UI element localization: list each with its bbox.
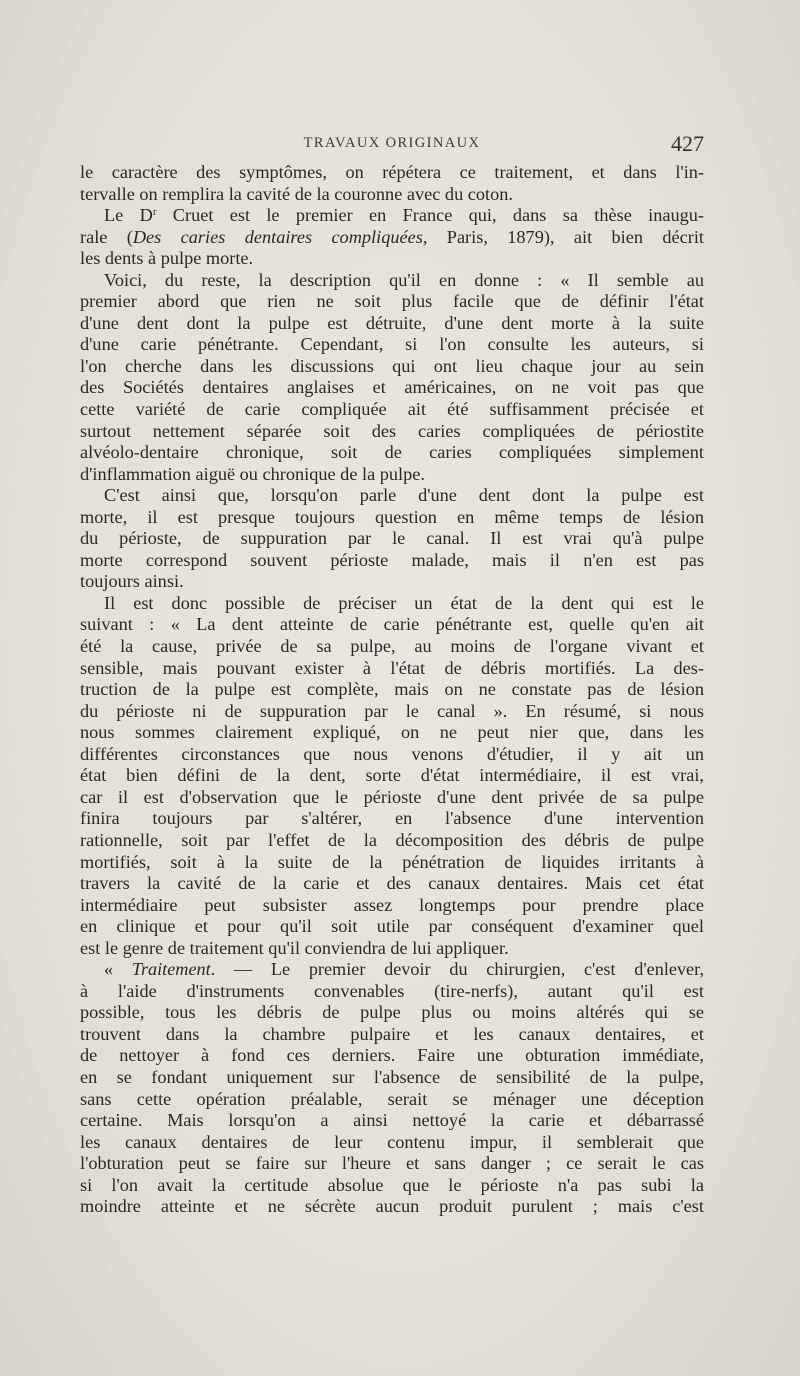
paragraph-5 [80,593,704,959]
text-line: C'est ainsi que, lorsqu'on parle d'une dent dont la pulpe est [104,485,704,506]
cited-title: Des caries dentaires compliquées [132,226,423,247]
text-line: cette variété de carie compliquée ait été suffisamment précisée et [80,399,704,420]
text-line: de nettoyer à fond ces derniers. Faire une obturation immédiate, [80,1045,704,1066]
text-line: morte, il est presque toujours question en même temps de lésion [80,506,704,527]
text-line: nous sommes clairement expliqué, on ne peut nier que, dans les [80,722,704,743]
text-line: d'une carie pénétrante. Cependant, si l'on consulte les auteurs, si [80,334,704,355]
text-line: Voici, du reste, la description qu'il en donne : « Il semble au [104,269,704,290]
text-line: « Traitement. — Le premier devoir du chirurgien, c'est d'enlever, [104,959,704,980]
text-line: les canaux dentaires de leur contenu impur, il semblerait que [80,1131,704,1152]
text-line: tervalle on remplira la cavité de la couronne avec du coton. [80,183,513,204]
text-line: Il est donc possible de préciser un état de la dent qui est le [104,592,704,613]
paragraph-4 [80,485,704,593]
page-header [80,131,704,157]
text-line: premier abord que rien ne soit plus facile que de définir l'état [80,291,704,312]
text-line: d'une dent dont la pulpe est détruite, d'une dent morte à la suite [80,312,704,333]
text-line: été la cause, privée de sa pulpe, au moins de l'organe vivant et [80,636,704,657]
text-line: intermédiaire peut subsister assez longtemps pour prendre place [80,894,704,915]
paragraph-2 [80,205,704,270]
text-line: du périoste ni de suppuration par le canal ». En résumé, si nous [80,700,704,721]
text-line: différentes circonstances que nous venons d'étudier, il y ait un [80,743,704,764]
text-line: le caractère des symptômes, on répétera ce traitement, et dans l'in- [80,162,704,182]
text-line: morte correspond souvent périoste malade, mais il n'en est pas [80,549,704,570]
body-text [80,162,704,1218]
text-line: truction de la pulpe est complète, mais on ne constate pas de lésion [80,679,704,700]
text-line: l'on cherche dans les discussions qui ont lieu chaque jour au sein [80,355,704,376]
text-line: trouvent dans la chambre pulpaire et les canaux dentaires, et [80,1023,704,1044]
text-line: travers la cavité de la carie et des canaux dentaires. Mais cet état [80,873,704,894]
superscript: r [152,206,157,219]
text-line: à l'aide d'instruments convenables (tire-nerfs), autant qu'il est [80,980,704,1001]
text-line: finira toujours par s'altérer, en l'absence d'une intervention [80,808,704,829]
text-line: toujours ainsi. [80,571,184,592]
text-line: suivant : « La dent atteinte de carie pénétrante est, quelle qu'en ait [80,614,704,635]
text-line: mortifiés, soit à la suite de la pénétration de liquides irritants à [80,851,704,872]
text-line: alvéolo-dentaire chronique, soit de caries compliquées simplement [80,442,704,463]
text-line: certaine. Mais lorsqu'on a ainsi nettoyé la carie et débarrassé [80,1110,704,1131]
text-line: état bien défini de la dent, sorte d'état intermédiaire, il est vrai, [80,765,704,786]
paragraph-6 [80,959,704,1218]
text-line: possible, tous les débris de pulpe plus ou moins altérés qui se [80,1002,704,1023]
text-line: sensible, mais pouvant exister à l'état de débris mortifiés. La des- [80,657,704,678]
paragraph-3 [80,270,704,485]
text-line: moindre atteinte et ne sécrète aucun produit purulent ; mais c'est [80,1196,704,1217]
text-line: surtout nettement séparée soit des caries compliquées de périostite [80,420,704,441]
text-line: sans cette opération préalable, serait se ménager une déception [80,1088,704,1109]
text-line: des Sociétés dentaires anglaises et américaines, on ne voit pas que [80,377,704,398]
text-line: rationnelle, soit par l'effet de la décomposition des débris de pulpe [80,829,704,850]
running-head: TRAVAUX ORIGINAUX [303,135,481,151]
text-line: si l'on avait la certitude absolue que le périoste n'a pas subi la [80,1174,704,1195]
text-line: car il est d'observation que le périoste d'une dent privée de sa pulpe [80,786,704,807]
text-line: les dents à pulpe morte. [80,248,254,269]
text-line: Le $D^r$ Cruet est le premier en France qui, dans sa thèse inaugu- [104,205,704,226]
text-line: du périoste, de suppuration par le canal. Il est vrai qu'à pulpe [80,528,704,549]
text-line: en se fondant uniquement sur l'absence de sensibilité de la pulpe, [80,1066,704,1087]
paragraph-1 [80,162,704,205]
text-line: d'inflammation aiguë ou chronique de la pulpe. [80,463,425,484]
page-number: 427 [671,131,704,156]
text-line: l'obturation peut se faire sur l'heure et sans danger ; ce serait le cas [80,1153,704,1174]
section-label: Traitement [131,959,211,980]
text-line: est le genre de traitement qu'il conviendra de lui appliquer. [80,937,509,958]
text-line: en clinique et pour qu'il soit utile par conséquent d'examiner quel [80,916,704,937]
text-line: rale (Des caries dentaires compliquées, Paris, 1879), ait bien décrit [80,226,704,247]
